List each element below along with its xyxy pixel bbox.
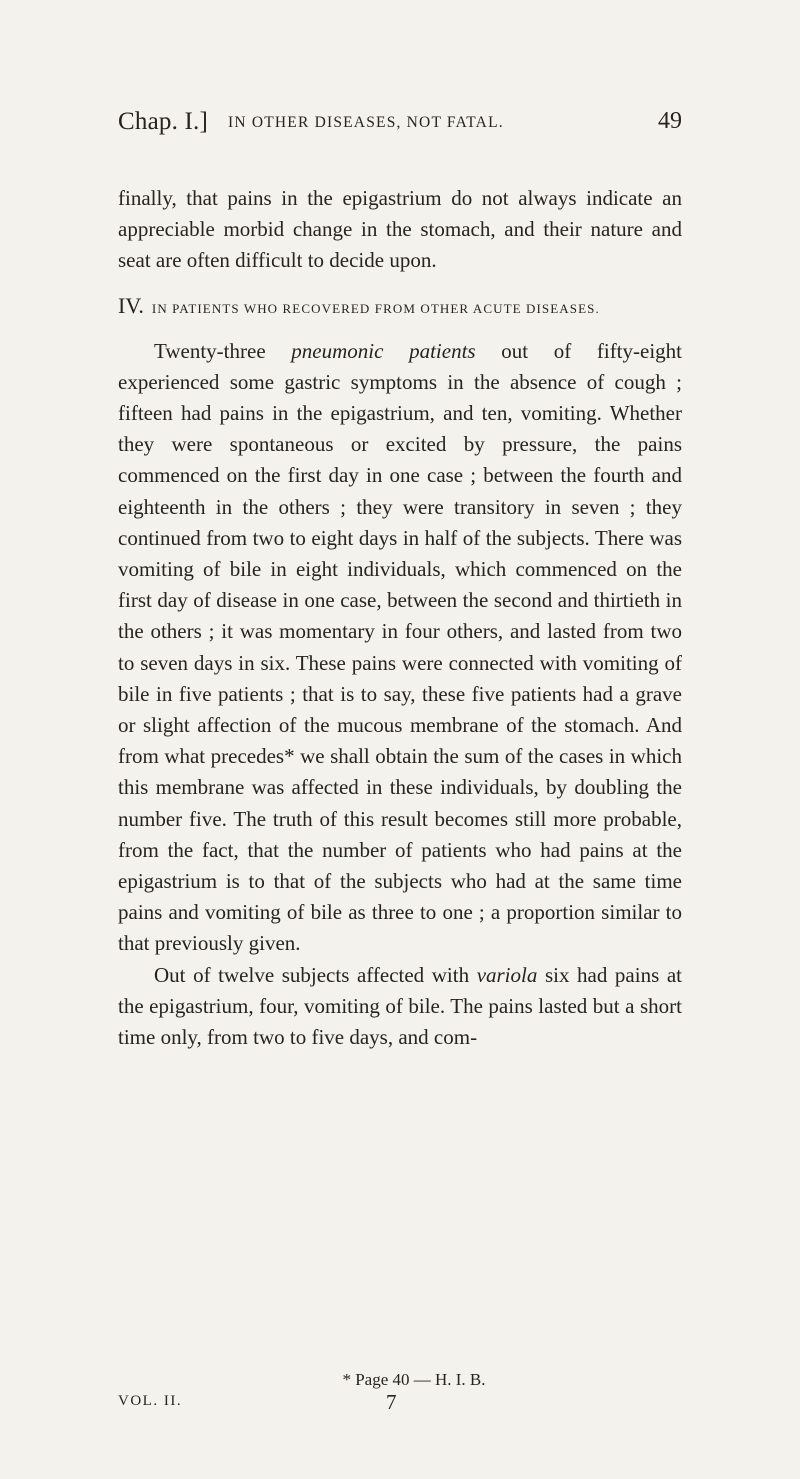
- paragraph-pneumonia-emphasis: pneumonic patients: [291, 338, 476, 363]
- volume-signature: VOL. II.: [118, 1393, 183, 1409]
- paragraph-variola: [118, 960, 682, 1054]
- paragraph-pneumonia-start: Twenty-three: [154, 338, 292, 363]
- signature-mark: 7: [386, 1390, 397, 1414]
- running-title: IN OTHER DISEASES, NOT FATAL.: [228, 114, 504, 131]
- chapter-label: Chap. I.]: [118, 108, 208, 135]
- paragraph-variola-rest: six had pains at the epigastrium, four, vomiting of bile. The pains lasted but a short time only, from two to five days, and com-: [118, 962, 683, 1050]
- section-number: IV.: [118, 292, 144, 318]
- running-head: [118, 108, 682, 148]
- footnote-text: * Page 40 — H. I. B.: [342, 1370, 486, 1389]
- footnote: [0, 1370, 800, 1390]
- paragraph-variola-emphasis: variola: [476, 962, 538, 987]
- paragraph-pneumonia: [118, 336, 682, 960]
- paragraph-continuation: finally, that pains in the epigastrium do not always indicate an appreciable morbid change in the stomach, and their nature and seat are often difficult to decide upon.: [118, 186, 682, 273]
- section-heading: [118, 293, 682, 322]
- section-title: IN PATIENTS WHO RECOVERED FROM OTHER ACUTE DISEASES.: [151, 300, 600, 316]
- paragraph-pneumonia-rest: out of fifty-eight experienced some gastric symptoms in the absence of cough ; fifteen had pains in the epigastrium, and ten, vomiting. Whether they were spontaneous or excited by pressure, the pains commenced on the first day in one case ; between the fourth and eighteenth in the others ; they were transitory in seven ; they continued from two to eight days in half of the subjects. There was vomiting of bile in eight individuals, which commenced on the first day of disease in one case, between the second and thirtieth in the others ; it was momentary in four others, and lasted from two to seven days in six. These pains were connected with vomiting of bile in five patients ; that is to say, these five patients had a grave or slight affection of the mucous membrane of the stomach. And from what precedes* we shall obtain the sum of the cases in which this membrane was affected in these individuals, by doubling the number five. The truth of this result becomes still more probable, from the fact, that the number of patients who had pains at the epigastrium is to that of the subjects who had at the same time pains and vomiting of bile as three to one ; a proportion similar to that previously given.: [118, 338, 683, 956]
- page-number: 49: [658, 108, 682, 134]
- paragraph-variola-start: Out of twelve subjects affected with: [154, 962, 477, 987]
- body-text: [118, 183, 682, 1053]
